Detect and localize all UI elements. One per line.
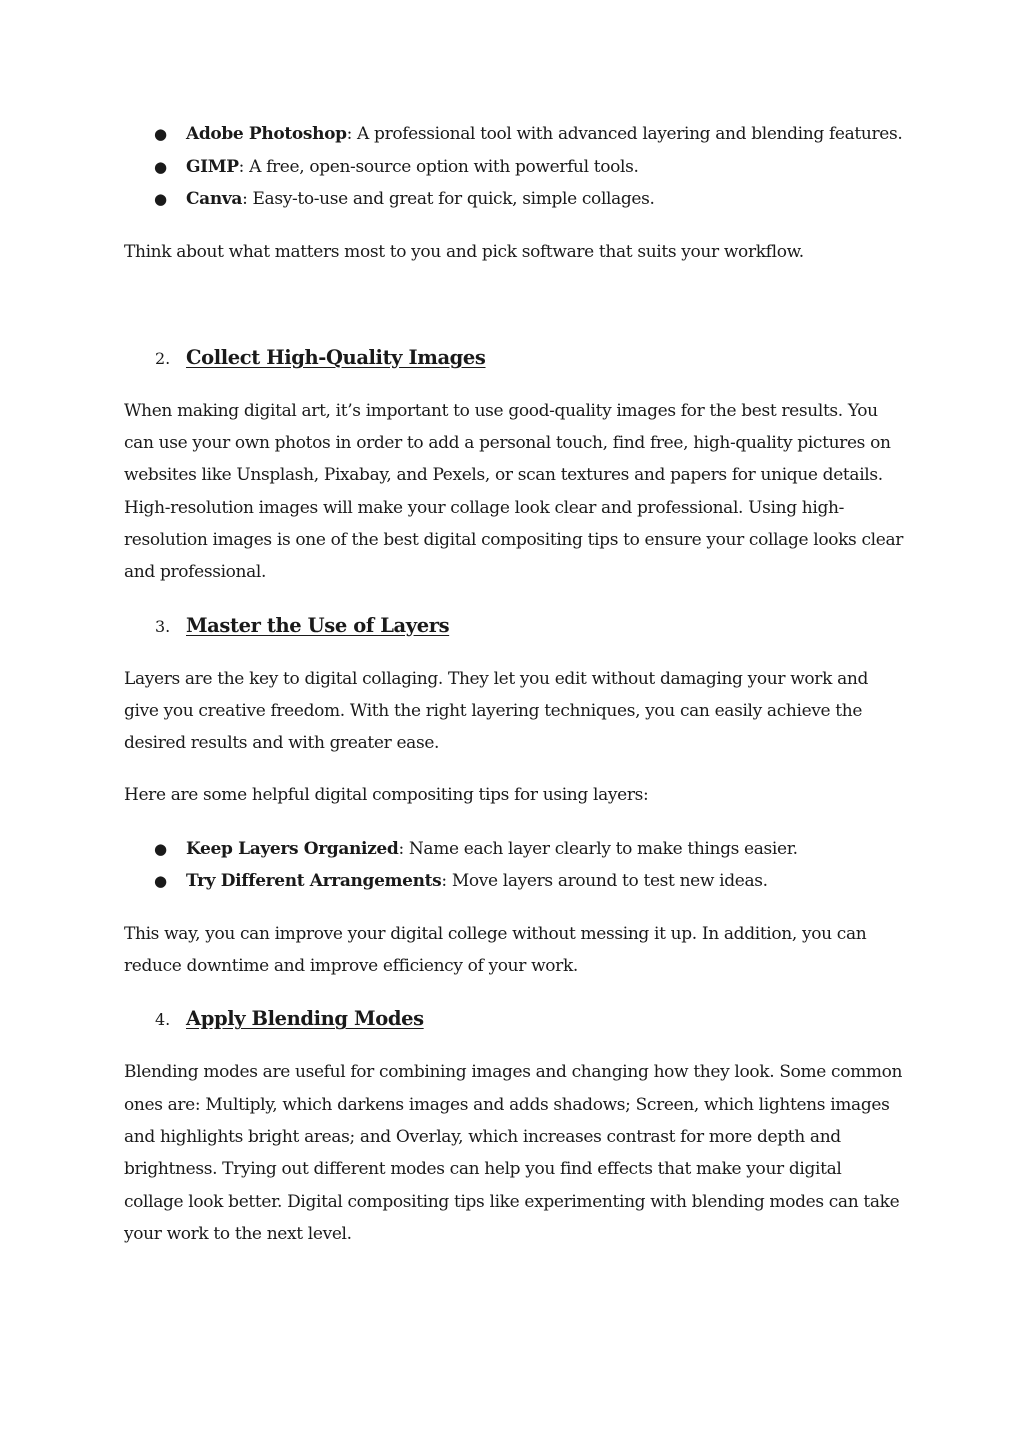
list-item-text: : Easy-to-use and great for quick, simple collages. xyxy=(242,189,655,209)
list-item xyxy=(124,151,904,184)
section-number: 2. xyxy=(155,348,171,368)
list-item-text: : A free, open-source option with powerful tools. xyxy=(238,156,639,177)
bullet-icon: ● xyxy=(154,190,168,208)
list-item-term: Canva xyxy=(186,189,243,209)
paragraph-choose-software: Think about what matters most to you and pick software that suits your workflow. xyxy=(124,241,804,262)
section-heading-4 xyxy=(124,1003,904,1035)
document-body xyxy=(124,118,904,1250)
layers-tips-list xyxy=(124,833,904,898)
list-item-text: : Name each layer clearly to make things easier. xyxy=(398,838,798,859)
list-item xyxy=(124,865,904,898)
software-list xyxy=(124,118,904,216)
section-heading-2 xyxy=(124,342,904,374)
list-item-term: Keep Layers Organized xyxy=(186,838,399,859)
paragraph-layers-closing: This way, you can improve your digital college without messing it up. In addition, you can reduce downtime and improve efficiency of your work. xyxy=(124,923,867,977)
paragraph-layers: Layers are the key to digital collaging. They let you edit without damaging your work and give you creative freedom. With the right layering techniques, you can easily achieve the desired results and with greater ease. xyxy=(124,668,868,754)
section-title: Collect High-Quality Images xyxy=(186,345,486,369)
list-item xyxy=(124,183,904,216)
paragraph-collect-images: When making digital art, it’s important to use good-quality images for the best results. You can use your own photos in order to add a personal touch, find free, high-quality pictures on websites like Unsplash, Pixabay, and Pexels, or scan textures and papers for unique details. High-resolution images will make your collage look clear and professional. Using high-resolution images is one of the best digital compositing tips to ensure your collage looks clear and professional. xyxy=(124,400,904,583)
list-item xyxy=(124,118,904,151)
list-item-text: : A professional tool with advanced layering and blending features. xyxy=(346,124,903,144)
list-item-term: Adobe Photoshop xyxy=(186,124,347,144)
section-title: Apply Blending Modes xyxy=(186,1007,424,1031)
section-number: 3. xyxy=(155,616,171,636)
paragraph-blending-modes: Blending modes are useful for combining images and changing how they look. Some common ones are: Multiply, which darkens images and adds shadows; Screen, which lightens images and highlights bright areas; and Overlay, which increases contrast for more depth and brightness. Trying out different modes can help you find effects that make your digital collage look better. Digital compositing tips like experimenting with blending modes can take your work to the next level. xyxy=(124,1062,903,1244)
section-number: 4. xyxy=(155,1010,171,1030)
bullet-icon: ● xyxy=(154,157,168,176)
section-title: Master the Use of Layers xyxy=(186,613,450,637)
bullet-icon: ● xyxy=(154,839,168,858)
list-item-term: GIMP xyxy=(186,156,239,177)
paragraph-layers-intro: Here are some helpful digital compositing tips for using layers: xyxy=(124,785,649,806)
list-item-term: Try Different Arrangements xyxy=(186,871,442,892)
bullet-icon: ● xyxy=(154,125,168,143)
bullet-icon: ● xyxy=(154,872,168,891)
section-heading-3 xyxy=(124,610,904,642)
list-item xyxy=(124,833,904,866)
list-item-text: : Move layers around to test new ideas. xyxy=(441,871,768,892)
